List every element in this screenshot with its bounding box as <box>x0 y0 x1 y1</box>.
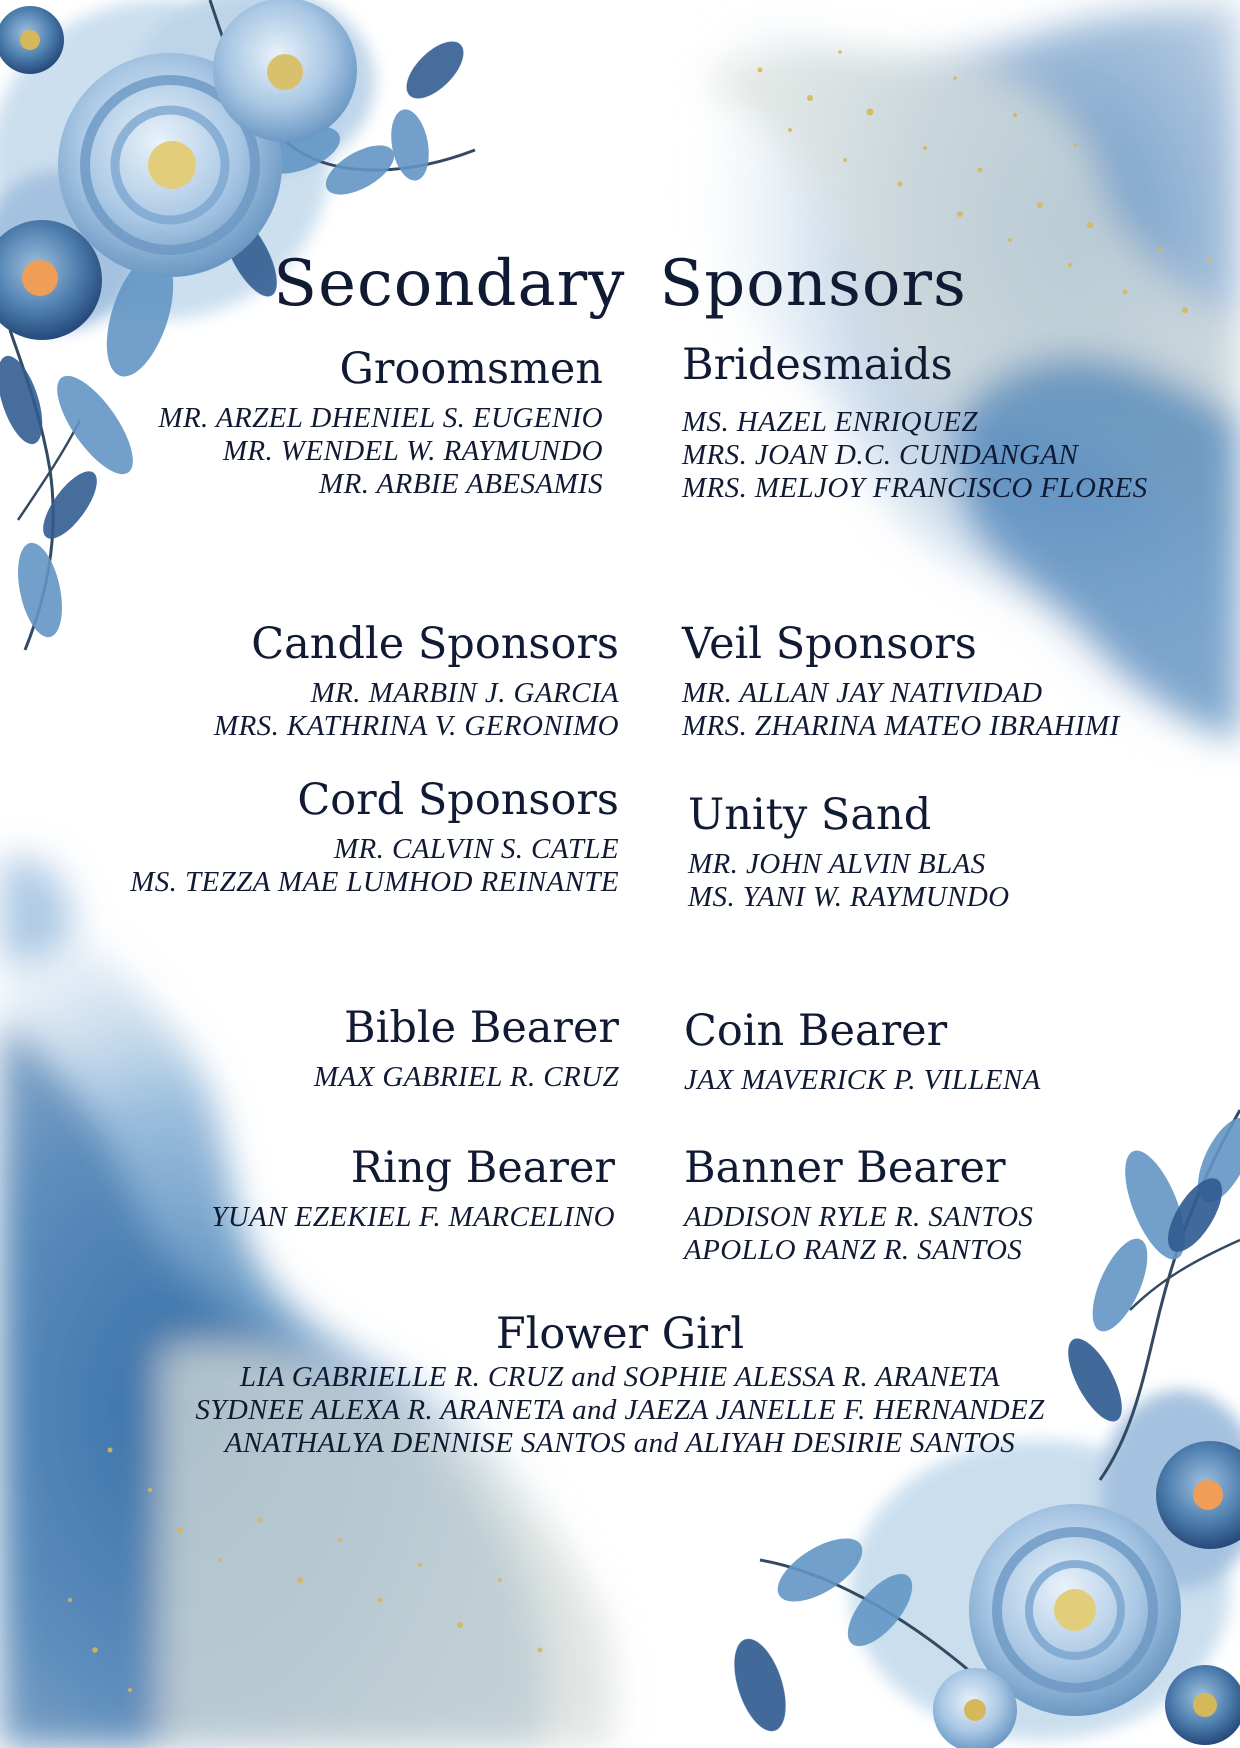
title-left-word: Secondary <box>273 247 626 321</box>
coin-bearer-name: JAX MAVERICK P. VILLENA <box>684 1064 1041 1097</box>
unity-sand-sponsor-1: MR. JOHN ALVIN BLAS <box>688 848 986 881</box>
banner-bearer-name-2: APOLLO RANZ R. SANTOS <box>684 1233 1023 1266</box>
veil-sponsors-heading: Veil Sponsors <box>682 619 977 669</box>
bridesmaids-names <box>682 406 1182 504</box>
candle-sponsors-heading: Candle Sponsors <box>251 619 619 669</box>
title-right-word: Sponsors <box>659 247 967 321</box>
groomsmen-names <box>85 402 603 500</box>
bible-bearer-name: MAX GABRIEL R. CRUZ <box>313 1061 619 1094</box>
bible-bearer-names <box>95 1061 619 1094</box>
ring-bearer-name: YUAN EZEKIEL F. MARCELINO <box>211 1201 615 1234</box>
cord-sponsors-heading: Cord Sponsors <box>297 775 619 825</box>
coin-bearer-heading: Coin Bearer <box>684 1006 948 1056</box>
groomsman-2: MR. WENDEL W. RAYMUNDO <box>222 434 603 467</box>
veil-sponsor-1: MR. ALLAN JAY NATIVIDAD <box>682 677 1043 710</box>
candle-sponsors-names <box>95 677 619 743</box>
candle-sponsor-2: MRS. KATHRINA V. GERONIMO <box>214 709 619 742</box>
bible-bearer-section <box>95 1003 619 1094</box>
groomsmen-section <box>85 344 603 500</box>
candle-sponsors-section <box>95 619 619 743</box>
banner-bearer-section <box>684 1143 1184 1267</box>
banner-bearer-name-1: ADDISON RYLE R. SANTOS <box>684 1201 1034 1234</box>
flower-girl-section <box>120 1309 1120 1460</box>
veil-sponsors-names <box>682 677 1182 743</box>
cord-sponsor-1: MR. CALVIN S. CATLE <box>334 833 619 866</box>
flower-girl-names <box>120 1361 1120 1460</box>
bible-bearer-heading: Bible Bearer <box>344 1003 619 1053</box>
cord-sponsor-2: MS. TEZZA MAE LUMHOD REINANTE <box>130 865 619 898</box>
bridesmaids-heading: Bridesmaids <box>682 340 953 390</box>
ring-bearer-names <box>95 1201 615 1234</box>
unity-sand-heading: Unity Sand <box>688 790 932 840</box>
bridesmaids-section <box>682 340 1182 504</box>
coin-bearer-names <box>684 1064 1184 1097</box>
page-title <box>0 247 1240 321</box>
flower-girl-line-2: SYDNEE ALEXA R. ARANETA and JAEZA JANELLE F. HERNANDEZ <box>195 1394 1045 1427</box>
unity-sand-sponsor-2: MS. YANI W. RAYMUNDO <box>688 880 1010 913</box>
ring-bearer-heading: Ring Bearer <box>350 1143 615 1193</box>
ring-bearer-section <box>95 1143 615 1234</box>
bridesmaid-1: MS. HAZEL ENRIQUEZ <box>682 406 978 439</box>
flower-girl-heading: Flower Girl <box>495 1309 745 1359</box>
flower-girl-line-3: ANATHALYA DENNISE SANTOS and ALIYAH DESIRIE SANTOS <box>224 1427 1016 1460</box>
coin-bearer-section <box>684 1006 1184 1097</box>
flower-girl-line-1: LIA GABRIELLE R. CRUZ and SOPHIE ALESSA R. ARANETA <box>239 1361 1001 1394</box>
bridesmaid-2: MRS. JOAN D.C. CUNDANGAN <box>682 438 1079 471</box>
unity-sand-section <box>688 790 1182 914</box>
groomsman-3: MR. ARBIE ABESAMIS <box>319 467 603 500</box>
banner-bearer-heading: Banner Bearer <box>684 1143 1006 1193</box>
groomsman-1: MR. ARZEL DHENIEL S. EUGENIO <box>158 402 603 435</box>
veil-sponsor-2: MRS. ZHARINA MATEO IBRAHIMI <box>682 709 1120 742</box>
candle-sponsor-1: MR. MARBIN J. GARCIA <box>310 677 619 710</box>
groomsmen-heading: Groomsmen <box>339 344 603 394</box>
cord-sponsors-names <box>95 833 619 899</box>
veil-sponsors-section <box>682 619 1182 743</box>
unity-sand-names <box>688 848 1182 914</box>
bridesmaid-3: MRS. MELJOY FRANCISCO FLORES <box>682 471 1148 504</box>
cord-sponsors-section <box>95 775 619 899</box>
banner-bearer-names <box>684 1201 1184 1267</box>
